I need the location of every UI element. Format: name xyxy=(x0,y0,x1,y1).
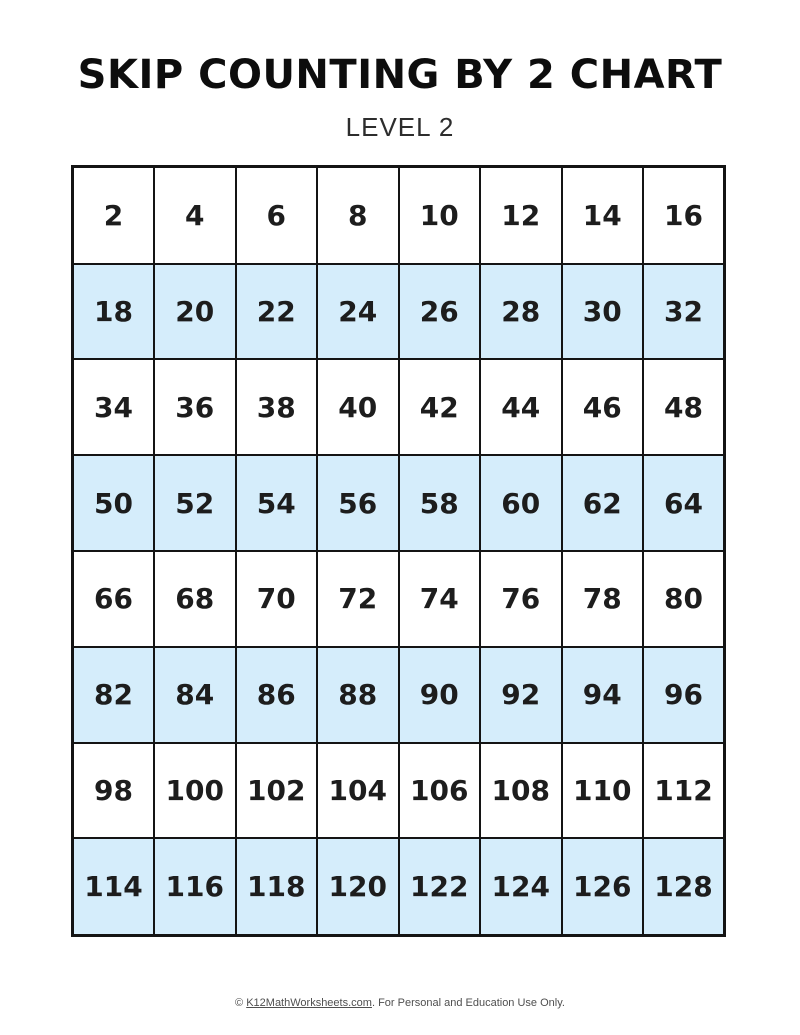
grid-row xyxy=(73,838,725,935)
level-label: LEVEL 2 xyxy=(345,112,455,142)
footer xyxy=(0,997,800,1009)
grid-cell: 16 xyxy=(643,167,725,264)
grid-cell: 28 xyxy=(480,264,562,360)
grid-cell: 48 xyxy=(643,359,725,455)
grid-cell: 14 xyxy=(562,167,644,264)
grid-cell: 38 xyxy=(236,359,318,455)
grid-cell: 74 xyxy=(399,551,481,647)
grid-cell: 110 xyxy=(562,743,644,839)
grid-cell: 84 xyxy=(154,647,236,743)
grid-cell: 118 xyxy=(236,838,318,935)
grid-row xyxy=(73,455,725,551)
grid-cell: 94 xyxy=(562,647,644,743)
grid-cell: 4 xyxy=(154,167,236,264)
grid-cell: 22 xyxy=(236,264,318,360)
grid-row xyxy=(73,551,725,647)
grid-cell: 88 xyxy=(317,647,399,743)
copyright-prefix: © xyxy=(235,997,247,1009)
grid-cell: 26 xyxy=(399,264,481,360)
grid-cell: 128 xyxy=(643,838,725,935)
grid-cell: 82 xyxy=(73,647,155,743)
grid-row xyxy=(73,264,725,360)
grid-cell: 18 xyxy=(73,264,155,360)
grid-cell: 96 xyxy=(643,647,725,743)
grid-cell: 44 xyxy=(480,359,562,455)
grid-cell: 64 xyxy=(643,455,725,551)
grid-cell: 92 xyxy=(480,647,562,743)
grid-cell: 12 xyxy=(480,167,562,264)
grid-cell: 62 xyxy=(562,455,644,551)
grid-cell: 20 xyxy=(154,264,236,360)
grid-cell: 52 xyxy=(154,455,236,551)
grid-cell: 10 xyxy=(399,167,481,264)
grid-cell: 2 xyxy=(73,167,155,264)
grid-cell: 30 xyxy=(562,264,644,360)
grid-cell: 56 xyxy=(317,455,399,551)
footer-suffix: . For Personal and Education Use Only. xyxy=(371,997,565,1009)
grid-cell: 78 xyxy=(562,551,644,647)
grid-cell: 60 xyxy=(480,455,562,551)
grid-row xyxy=(73,647,725,743)
grid-cell: 80 xyxy=(643,551,725,647)
grid-cell: 32 xyxy=(643,264,725,360)
grid-cell: 108 xyxy=(480,743,562,839)
grid-cell: 120 xyxy=(317,838,399,935)
grid-cell: 50 xyxy=(73,455,155,551)
grid-cell: 102 xyxy=(236,743,318,839)
grid-cell: 126 xyxy=(562,838,644,935)
grid-cell: 8 xyxy=(317,167,399,264)
grid-cell: 66 xyxy=(73,551,155,647)
grid-cell: 98 xyxy=(73,743,155,839)
grid-cell: 90 xyxy=(399,647,481,743)
grid-cell: 6 xyxy=(236,167,318,264)
grid-cell: 116 xyxy=(154,838,236,935)
grid-cell: 76 xyxy=(480,551,562,647)
grid-row xyxy=(73,743,725,839)
grid-cell: 54 xyxy=(236,455,318,551)
grid-cell: 34 xyxy=(73,359,155,455)
grid-cell: 114 xyxy=(73,838,155,935)
grid-cell: 104 xyxy=(317,743,399,839)
grid-cell: 58 xyxy=(399,455,481,551)
grid-cell: 122 xyxy=(399,838,481,935)
grid-cell: 106 xyxy=(399,743,481,839)
grid-row xyxy=(73,167,725,264)
grid-cell: 70 xyxy=(236,551,318,647)
grid-cell: 86 xyxy=(236,647,318,743)
grid-cell: 68 xyxy=(154,551,236,647)
page-title: SKIP COUNTING BY 2 CHART xyxy=(77,52,723,98)
grid-cell: 72 xyxy=(317,551,399,647)
grid-cell: 124 xyxy=(480,838,562,935)
grid-cell: 24 xyxy=(317,264,399,360)
grid-cell: 100 xyxy=(154,743,236,839)
grid-body xyxy=(73,167,725,936)
grid-row xyxy=(73,359,725,455)
footer-link[interactable]: K12MathWorksheets.com xyxy=(246,997,372,1009)
grid-cell: 42 xyxy=(399,359,481,455)
grid-cell: 40 xyxy=(317,359,399,455)
grid-cell: 36 xyxy=(154,359,236,455)
skip-counting-grid xyxy=(71,165,726,937)
grid-cell: 46 xyxy=(562,359,644,455)
grid-cell: 112 xyxy=(643,743,725,839)
